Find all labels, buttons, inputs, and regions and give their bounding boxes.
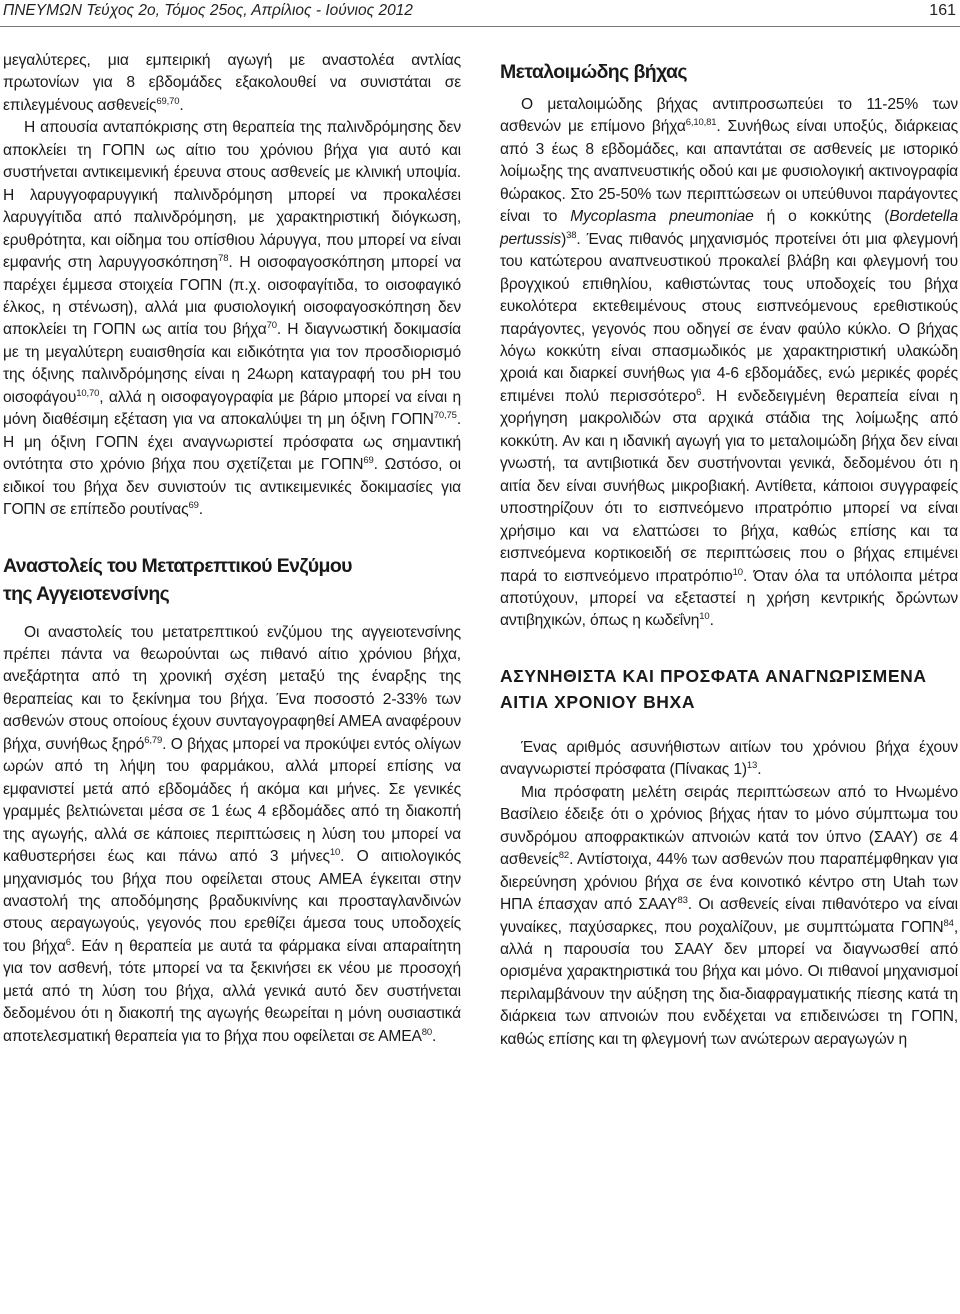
section-heading: ΑΣΥΝΗΘΙΣΤΑ ΚΑΙ ΠΡΟΣΦΑΤΑ ΑΝΑΓΝΩΡΙΣΜΕΝΑ ΑΙΤΙΑ ΧΡΟΝΙΟΥ ΒΗΧΑ	[500, 665, 927, 712]
citation: 6	[65, 936, 71, 948]
page-number: 161	[929, 2, 956, 19]
citation: 6,79	[144, 734, 163, 746]
citation: 10	[699, 611, 710, 623]
citation: 10,70	[76, 387, 100, 399]
citation: 10	[329, 847, 341, 859]
left-column	[3, 50, 461, 1048]
citation: 78	[218, 253, 229, 265]
citation: 82	[558, 850, 570, 862]
citation: 38	[566, 229, 577, 241]
section-heading: Μεταλοιμώδης βήχας	[500, 61, 687, 83]
citation: 10	[732, 566, 743, 578]
citation: 13	[746, 760, 758, 772]
journal-title: ΠΝΕΥΜΩΝ Τεύχος 2ο, Τόμος 25ος, Απρίλιος - Ιούνιος 2012	[3, 2, 413, 19]
paragraph: Η απουσία ανταπόκρισης στη θεραπεία της παλινδρόμησης δεν αποκλείει τη ΓΟΠΝ ως αίτιο του χρόνιου βήχα για αυτό και συστήνεται αντικειμενική έρευνα στους ασθενείς με κλινική υποψία. Η λαρυγγοφαρυγγική παλινδρόμηση μπορεί να προκαλέσει λαρυγγίτιδα από παλινδρόμηση, με χαρακτηριστική διόγκωση, ερυθρότητα, και οίδημα του οπίσθιου λάρυγγα, που μπορεί να είναι εμφανής στη λαρυγγοσκόπηση$^{78}$. Η οισοφαγοσκόπηση μπορεί να παρέχει έμμεσα στοιχεία ΓΟΠΝ (π.χ. οισοφαγίτιδα, το οισοφαγικό έλκος, η στένωση), αλλά μια φυσιολογική οισοφαγοσκόπηση δεν αποκλείει τη ΓΟΠΝ ως αιτία του βήχα$^{70}$. Η διαγνωστική δοκιμασία με τη μεγαλύτερη ευαισθησία και ειδικότητα για τον προσδιορισμό της όξινης παλινδρόμησης είναι η 24ωρη καταγραφή του pH του οισοφάγου$^{10,70}$, αλλά η οισοφαγογραφία με βάριο μπορεί να είναι η μόνη διαθέσιμη εξέταση για να αποκαλύψει τη μη όξινη ΓΟΠΝ$^{70,75}$. Η μη όξινη ΓΟΠΝ έχει αναγνωριστεί πρόσφατα ως σημαντική οντότητα στο χρόνιο βήχα που σχετίζεται με ΓΟΠΝ$^{69}$. Ωστόσο, οι ειδικοί του βήχα δεν συνιστούν τις αντικειμενικές δοκιμασίες για ΓΟΠΝ σε επίπεδο ρουτίνας$^{69}$.	[3, 119, 462, 519]
paragraph: Ο μεταλοιμώδης βήχας αντιπροσωπεύει το 11-25% των ασθενών με επίμονο βήχα$^{6,10,81}$. Συνήθως είναι υποξύς, διάρκειας από 3 έως 8 εβδομάδες, και απαντάται σε ασθενείς με ιστορικό λοίμωξης της αναπνευστικής οδού και με φυσιολογική ακτινογραφία θώρακος. Στο 25-50% των περιπτώσεων οι υπεύθυνοι παράγοντες είναι το Mycoplasma pneumoniae ή ο κοκκύτης (Bordetella pertussis)$^{38}$. Ένας πιθανός μηχανισμός προτείνει ότι μια φλεγμονή του κατώτερου αναπνευστικού προκαλεί βλάβη και φλεγμονή του βρογχικού επιθηλίου, καθιστώντας τους υποδοχείς του βήχα ευκολότερα εκτεθειμένους στους εισπνεόμενους ερεθιστικούς παράγοντες, γεγονός που οδηγεί σε έναν φαύλο κύκλο. Ο βήχας λόγω κοκκύτη είναι σπασμωδικός με χαρακτηριστική υλακώδη χροιά και διαρκεί συνήθως για 4-6 εβδομάδες, ενώ μερικές φορές επιμένει πολύ περισσότερο$^6$. Η ενδεδειγμένη θεραπεία είναι η χορήγηση μακρολιδών στα αρχικά στάδια της λοίμωξης από κοκκύτη. Αν και η ιδανική αγωγή για το μεταλοιμώδη βήχα δεν είναι γνωστή, τα αντιβιοτικά δεν συστήνονται γενικά, δεδομένου ότι η αιτία δεν είναι συνήθως μικροβιακή. Αντίθετα, κάποιοι συγγραφείς υποστηρίζουν ότι το εισπνεόμενο ιπρατρόπιο μπορεί να είναι χρήσιμο και να ελαττώσει το βήχα, καθώς επίσης και τα εισπνεόμενα κορτικοειδή σε περιπτώσεις που ο βήχας επιμένει παρά το εισπνεόμενο ιπρατρόπιο$^{10}$. Όταν όλα τα υπόλοιπα μέτρα αποτύχουν, μπορεί να εξεταστεί η χρήση κεντρικής δρώντων αντιβηχικών, όπως η κωδεΐνη$^{10}$.	[500, 96, 959, 630]
section-heading: Αναστολείς του Μετατρεπτικού Ενζύμου της Αγγειοτενσίνης	[3, 554, 352, 605]
citation: 70	[266, 320, 277, 332]
citation: 83	[677, 895, 688, 907]
right-column	[500, 58, 958, 1051]
paragraph: Οι αναστολείς του μετατρεπτικού ενζύμου της αγγειοτενσίνης πρέπει πάντα να θεωρούνται ως πιθανό αίτιο χρόνιου βήχα, ανεξάρτητα από τη χρονική σχέση μεταξύ της έναρξης της θεραπείας και το ξεκίνημα του βήχα. Ένα ποσοστό 2-33% των ασθενών στους οποίους έχουν συνταγογραφηθεί ΑΜΕΑ αναφέρουν βήχα, συνήθως ξηρό$^{6,79}$. Ο βήχας μπορεί να προκύψει εντός ολίγων ωρών από τη λήψη του φαρμάκου, αλλά μπορεί επίσης να εμφανιστεί μετά από εβδομάδες ή ακόμα και μήνες. Σε γενικές γραμμές βελτιώνεται μέσα σε 1 έως 4 εβδομάδες από τη διακοπή της αγωγής, αλλά σε κάποιες περιπτώσεις η λύση του μπορεί να καθυστερήσει έως και πάνω από 3 μήνες$^{10}$. Ο αιτιολογικός μηχανισμός του βήχα που οφείλεται στους ΑΜΕΑ έγκειται στην αναστολή της αποδόμησης βραδυκινίνης και προσταγλανδινών στους αεραγωγούς, γεγονός που ερεθίζει άμεσα τους υποδοχείς του βήχα$^6$. Εάν η θεραπεία με αυτά τα φάρμακα είναι απαραίτητη για τον ασθενή, τότε μπορεί να τα ξεκινήσει εκ νέου με προσοχή μετά από τη λύση του βήχα, αλλά γενικά αυτό δεν συστήνεται δεδομένου ότι η διακοπή της αγωγής θεωρείται η μόνη ουσιαστικά αποτελεσματική θεραπεία για το βήχα που οφείλεται σε ΑΜΕΑ$^{80}$.	[3, 623, 461, 1045]
citation: 69	[188, 500, 199, 512]
citation: 84	[943, 917, 954, 929]
citation: 6	[696, 386, 702, 398]
citation: 80	[421, 1026, 432, 1038]
paragraph: Ένας αριθμός ασυνήθιστων αιτίων του χρόνιου βήχα έχουν αναγνωριστεί πρόσφατα (Πίνακας 1)$^{13}$.	[500, 738, 958, 779]
citation: 69	[363, 455, 374, 467]
paragraph: Μια πρόσφατη μελέτη σειράς περιπτώσεων από το Ηνωμένο Βασίλειο έδειξε ότι ο χρόνιος βήχας ήταν το μόνο σύμπτωμα του συνδρόμου αποφρακτικών απνοιών κατά τον ύπνο (ΣΑΑΥ) σε 4 ασθενείς$^{82}$. Αντίστοιχα, 44% των ασθενών που παραπέμφθηκαν για διερεύνηση χρόνιου βήχα σε ένα κοινοτικό κέντρο στη Utah των ΗΠΑ έπασχαν από ΣΑΑΥ$^{83}$. Οι ασθενείς είναι πιθανότερο να είναι γυναίκες, παχύσαρκες, που ροχαλίζουν, με συμπτώματα ΓΟΠΝ$^{84}$, αλλά η παρουσία του ΣΑΑΥ δεν μπορεί να διαγνωσθεί από ορισμένα χαρακτηριστικά του βήχα και μόνο. Οι πιθανοί μηχανισμοί περιλαμβάνουν την αύξηση της δια-διαφραγματικής πίεσης κατά τη διάρκεια των απνοιών που ενδέχεται να επιδεινώσει τη ΓΟΠΝ, καθώς επίσης και τη φλεγμονή των ανώτερων αεραγωγών η	[500, 783, 958, 1048]
paragraph: μεγαλύτερες, μια εμπειρική αγωγή με αναστολέα αντλίας πρωτονίων για 8 εβδομάδες εξακολουθεί να συνιστάται σε επιλεγμένους ασθενείς$^{69,70}$.	[3, 52, 461, 114]
header-rule	[0, 26, 960, 27]
page-header	[0, 0, 960, 30]
citation: 70,75	[433, 410, 457, 422]
citation: 69,70	[156, 95, 180, 107]
citation: 6,10,81	[685, 117, 717, 129]
